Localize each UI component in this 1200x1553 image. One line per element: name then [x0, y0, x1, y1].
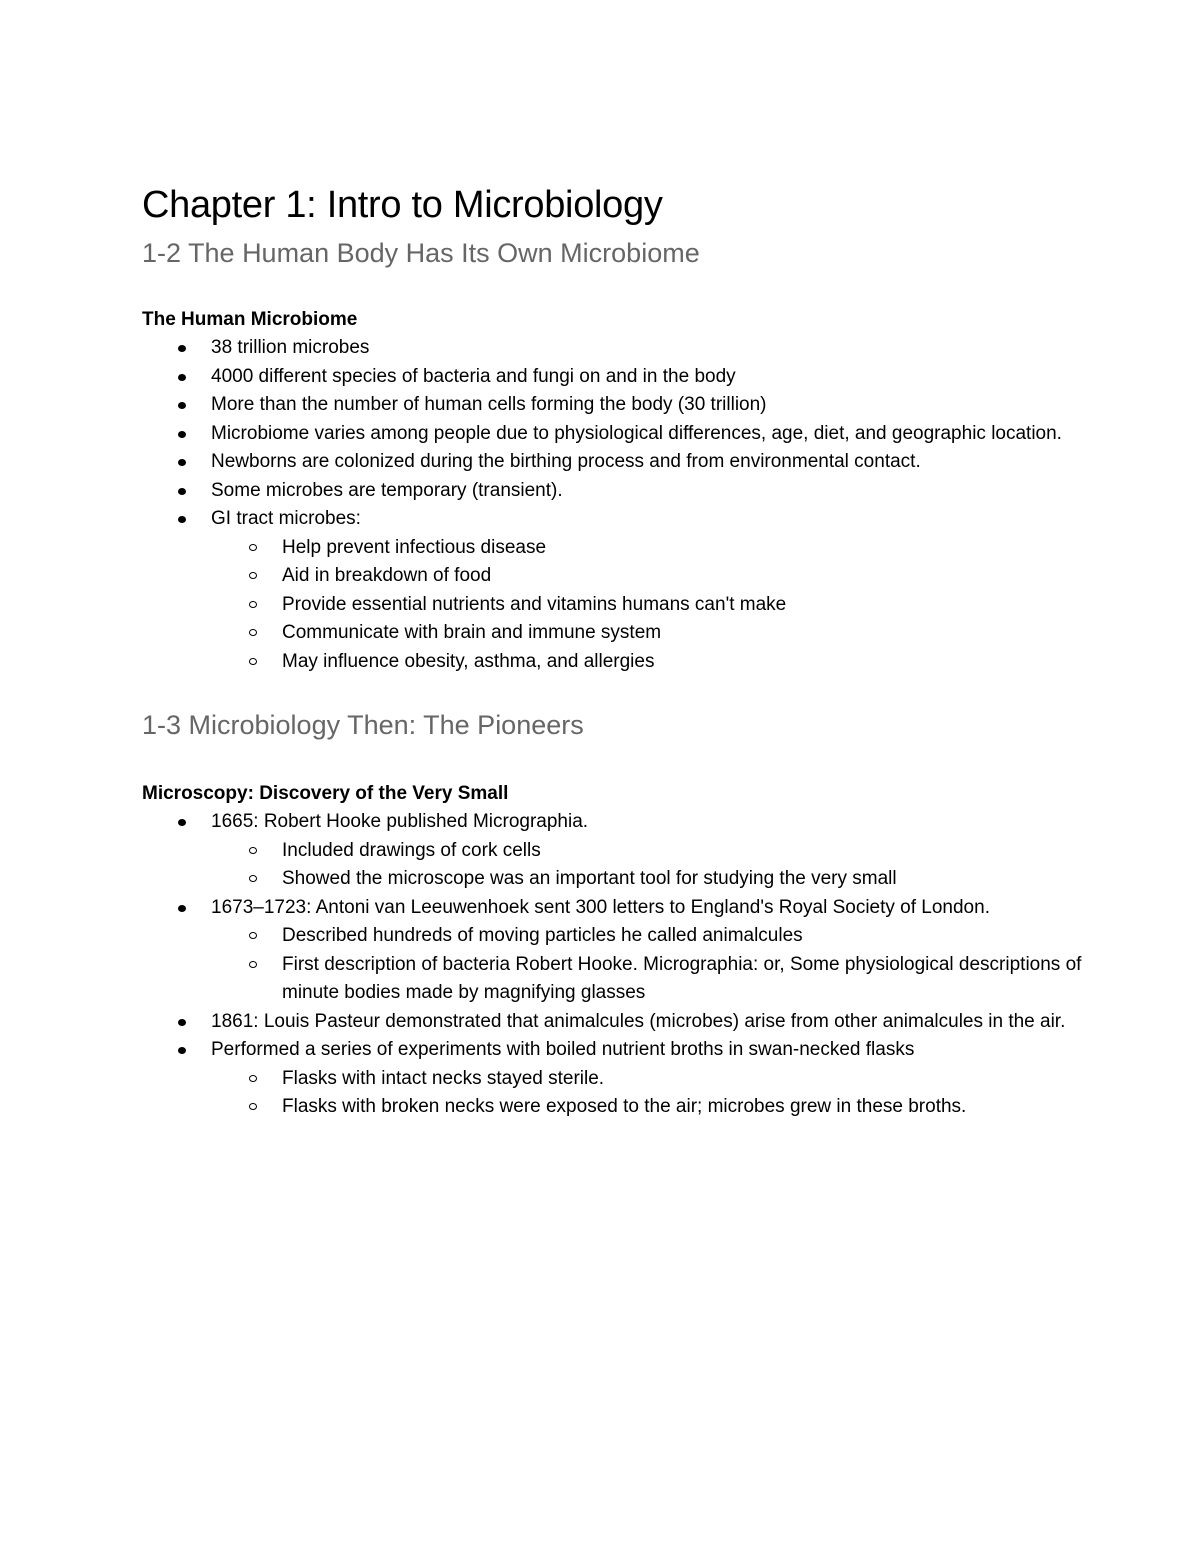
gi-tract-sublist — [142, 534, 1082, 677]
sub-list-item — [211, 562, 1082, 591]
list-item — [142, 448, 1082, 477]
list-item — [142, 808, 1082, 894]
sub-list-item-text: Showed the microscope was an important tool for studying the very small — [282, 868, 897, 889]
hollow-bullet-icon — [249, 961, 257, 968]
list-item-text: More than the number of human cells forming the body (30 trillion) — [211, 394, 767, 415]
document-title: Chapter 1: Intro to Microbiology — [142, 184, 663, 226]
list-item — [142, 334, 1082, 363]
hollow-bullet-icon — [249, 1075, 257, 1082]
sub-list-item — [211, 648, 1082, 677]
list-item-text: 1665: Robert Hooke published Micrographia. — [211, 811, 589, 832]
list-item — [142, 894, 1082, 1008]
section-heading-pioneers: 1-3 Microbiology Then: The Pioneers — [142, 710, 584, 740]
sub-list-item — [211, 619, 1082, 648]
bullet-icon — [178, 345, 186, 352]
flasks-sublist — [142, 1065, 1082, 1122]
sub-list-item — [211, 1093, 1082, 1122]
sub-list-item-text: Flasks with intact necks stayed sterile. — [282, 1067, 605, 1089]
sub-list-item-text: Flasks with broken necks were exposed to the air; microbes grew in these broths. — [282, 1096, 967, 1117]
sub-list-item — [211, 951, 1082, 1008]
list-item-text: Performed a series of experiments with boiled nutrient broths in swan-necked flasks — [211, 1039, 915, 1060]
sub-list-item-text: Described hundreds of moving particles he called animalcules — [282, 925, 803, 946]
subheading-human-microbiome: The Human Microbiome — [142, 309, 358, 330]
list-item-text: 4000 different species of bacteria and fungi on and in the body — [211, 365, 736, 387]
section-heading-microbiome: 1-2 The Human Body Has Its Own Microbiome — [142, 238, 700, 268]
bullet-icon — [178, 374, 186, 381]
list-item-text: 1861: Louis Pasteur demonstrated that animalcules (microbes) arise from other animalcules in the air. — [211, 1010, 1066, 1032]
subheading-microscopy: Microscopy: Discovery of the Very Small — [142, 783, 509, 804]
bullet-icon — [178, 488, 186, 495]
list-item — [142, 1008, 1082, 1037]
hollow-bullet-icon — [249, 658, 257, 665]
hollow-bullet-icon — [249, 875, 257, 882]
list-item — [142, 477, 1082, 506]
bullet-icon — [178, 459, 186, 466]
hooke-sublist — [142, 837, 1082, 894]
sub-list-item-text: Provide essential nutrients and vitamins humans can't make — [282, 593, 787, 615]
list-item-text: Newborns are colonized during the birthing process and from environmental contact. — [211, 451, 921, 472]
hollow-bullet-icon — [249, 601, 257, 608]
sub-list-item — [211, 922, 1082, 951]
sub-list-item — [211, 837, 1082, 866]
list-item-text: Some microbes are temporary (transient). — [211, 479, 563, 501]
bullet-icon — [178, 431, 186, 438]
hollow-bullet-icon — [249, 847, 257, 854]
microbiome-list — [142, 334, 1082, 676]
list-item-text: GI tract microbes: — [211, 508, 361, 529]
list-item-text: Microbiome varies among people due to physiological differences, age, diet, and geographic location. — [211, 422, 1062, 444]
sub-list-item-text: May influence obesity, asthma, and allergies — [282, 650, 655, 672]
bullet-icon — [178, 516, 186, 523]
bullet-icon — [178, 1019, 186, 1026]
pioneers-list — [142, 808, 1082, 1122]
leeuwenhoek-sublist — [142, 922, 1082, 1008]
document-page — [142, 182, 1082, 1122]
hollow-bullet-icon — [249, 544, 257, 551]
sub-list-item-text: Communicate with brain and immune system — [282, 622, 662, 643]
sub-list-item — [211, 865, 1082, 894]
hollow-bullet-icon — [249, 629, 257, 636]
hollow-bullet-icon — [249, 572, 257, 579]
bullet-icon — [178, 819, 186, 826]
bullet-icon — [178, 402, 186, 409]
list-item — [142, 420, 1082, 449]
bullet-icon — [178, 905, 186, 912]
sub-list-item-text: First description of bacteria Robert Hooke. Micrographia: or, Some physiological descriptions of minute bodies made by magnifying glasses — [282, 953, 1082, 1003]
list-item-text: 38 trillion microbes — [211, 337, 370, 358]
list-item — [142, 505, 1082, 676]
sub-list-item — [211, 534, 1082, 563]
bullet-icon — [178, 1047, 186, 1054]
hollow-bullet-icon — [249, 932, 257, 939]
list-item — [142, 1036, 1082, 1122]
list-item — [142, 391, 1082, 420]
sub-list-item — [211, 1065, 1082, 1094]
sub-list-item-text: Help prevent infectious disease — [282, 536, 547, 558]
sub-list-item-text: Aid in breakdown of food — [282, 565, 492, 586]
sub-list-item — [211, 591, 1082, 620]
list-item — [142, 363, 1082, 392]
hollow-bullet-icon — [249, 1103, 257, 1110]
list-item-text: 1673–1723: Antoni van Leeuwenhoek sent 300 letters to England's Royal Society of London. — [211, 896, 990, 918]
sub-list-item-text: Included drawings of cork cells — [282, 839, 541, 861]
